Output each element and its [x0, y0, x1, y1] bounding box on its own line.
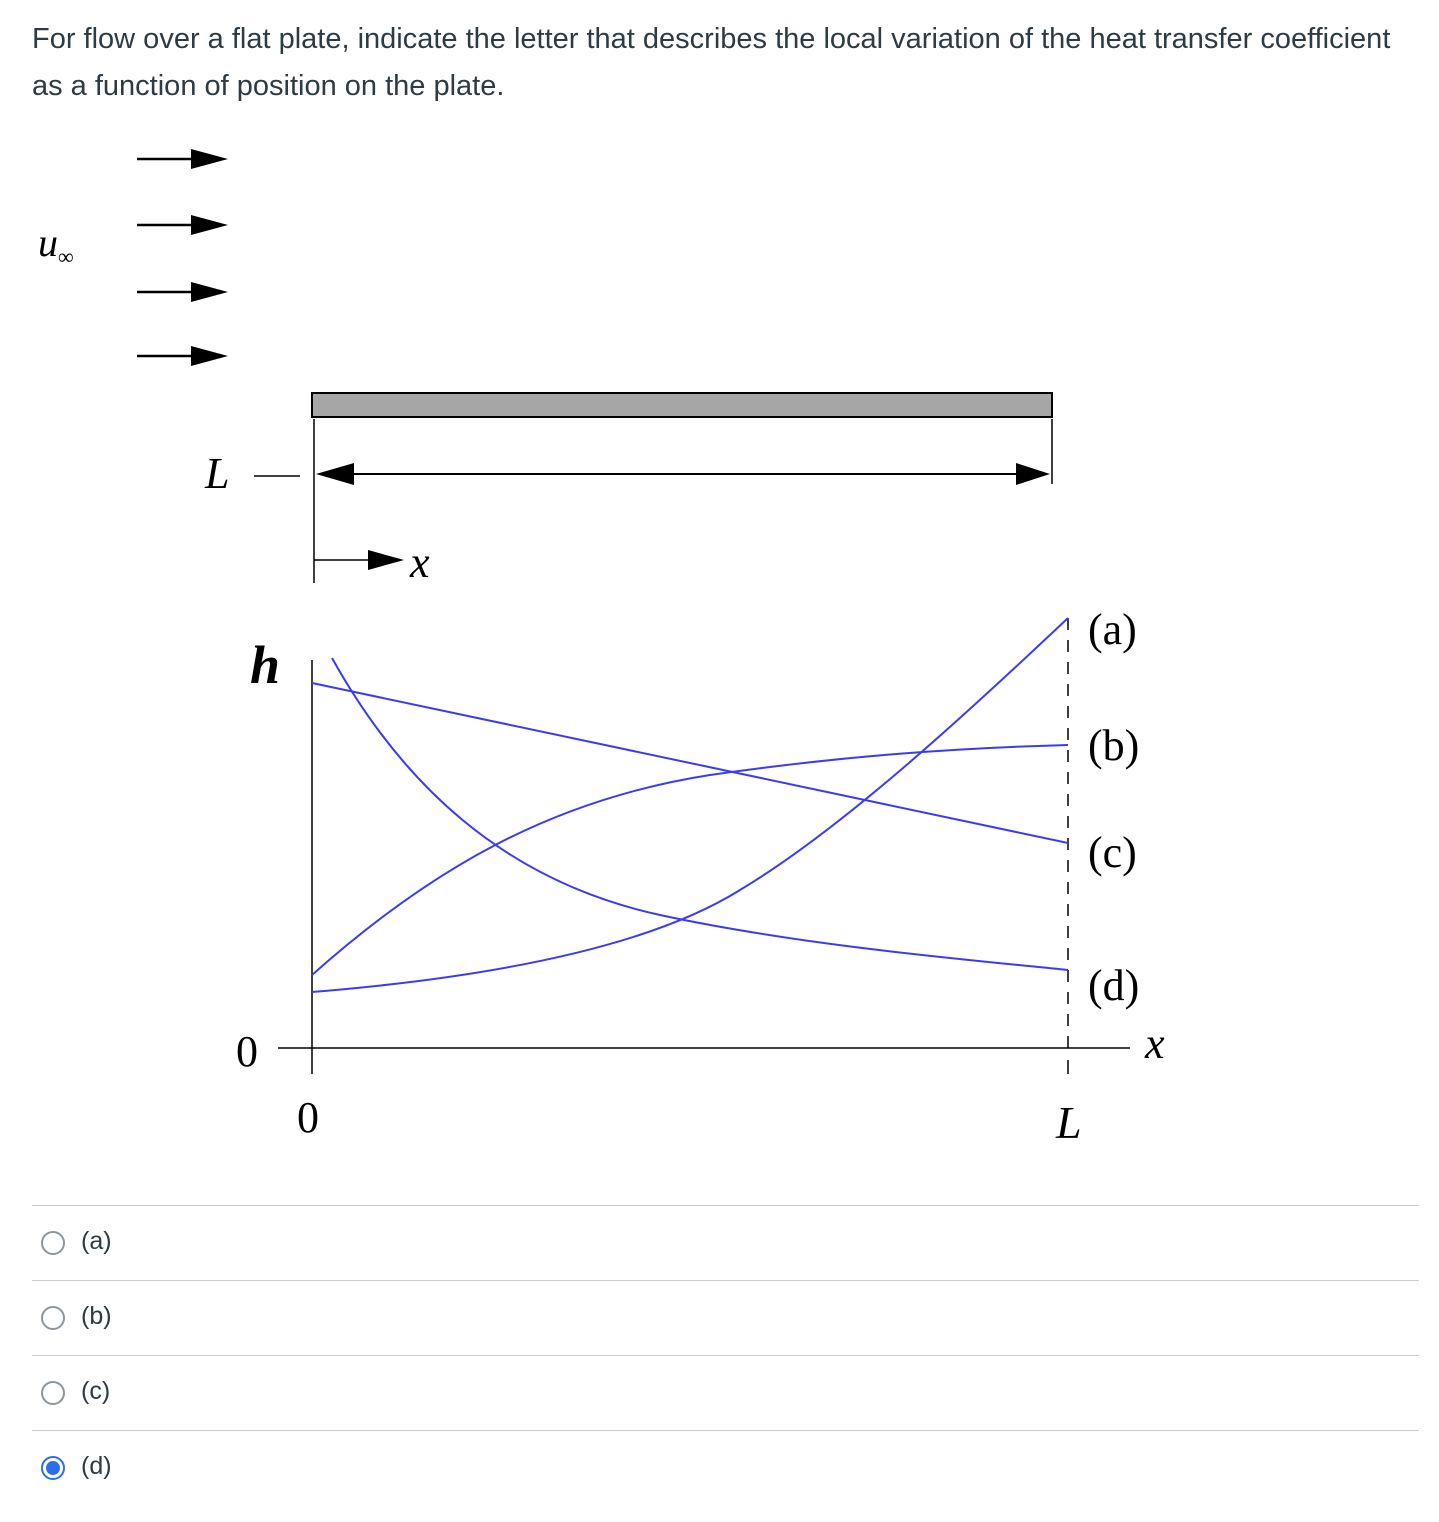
- flat-plate: [312, 393, 1052, 417]
- radio-button[interactable]: [41, 1231, 65, 1255]
- length-arrow-right: [1016, 463, 1050, 485]
- option-d[interactable]: [32, 1430, 1419, 1505]
- length-label: L: [205, 449, 230, 498]
- radio-button[interactable]: [41, 1456, 65, 1480]
- axis-x-label: x: [1145, 1019, 1165, 1068]
- curve-label-a: (a): [1088, 605, 1137, 654]
- curve-c: [312, 683, 1068, 843]
- freestream-arrows: [137, 149, 228, 366]
- x-origin-label: 0: [297, 1093, 319, 1142]
- curve-a: [312, 618, 1068, 992]
- option-a[interactable]: [32, 1205, 1419, 1280]
- option-label: (b): [81, 1302, 112, 1330]
- x-coordinate-label: x: [410, 538, 430, 587]
- length-arrow-left: [316, 463, 354, 485]
- radio-button[interactable]: [41, 1306, 65, 1330]
- curve-label-c: (c): [1088, 828, 1137, 877]
- h-curves: [312, 618, 1068, 992]
- flat-plate-figure: [0, 120, 1439, 1180]
- freestream-arrow-head: [191, 149, 228, 169]
- answer-options: [32, 1205, 1419, 1505]
- y-origin-label: 0: [236, 1027, 258, 1076]
- curve-b: [312, 745, 1068, 975]
- freestream-arrow-head: [191, 346, 228, 366]
- x-coordinate-arrow-head: [368, 550, 404, 570]
- radio-button[interactable]: [41, 1381, 65, 1405]
- option-label: (c): [81, 1377, 111, 1405]
- freestream-arrow-head: [191, 282, 228, 302]
- option-c[interactable]: [32, 1355, 1419, 1430]
- freestream-arrow-head: [191, 215, 228, 235]
- question-text: For flow over a flat plate, indicate the letter that describes the local variation of the heat transfer coefficient as a function of position on the plate.: [32, 23, 1391, 102]
- option-label: (d): [81, 1452, 112, 1480]
- curve-label-d: (d): [1088, 961, 1140, 1010]
- x-end-label: L: [1056, 1097, 1082, 1148]
- option-b[interactable]: [32, 1280, 1419, 1355]
- h-axis-label: h: [250, 635, 281, 695]
- curve-label-b: (b): [1088, 721, 1140, 770]
- freestream-velocity-label: $u_\infty$: [38, 220, 74, 269]
- curve-d: [332, 658, 1068, 970]
- option-label: (a): [81, 1227, 112, 1255]
